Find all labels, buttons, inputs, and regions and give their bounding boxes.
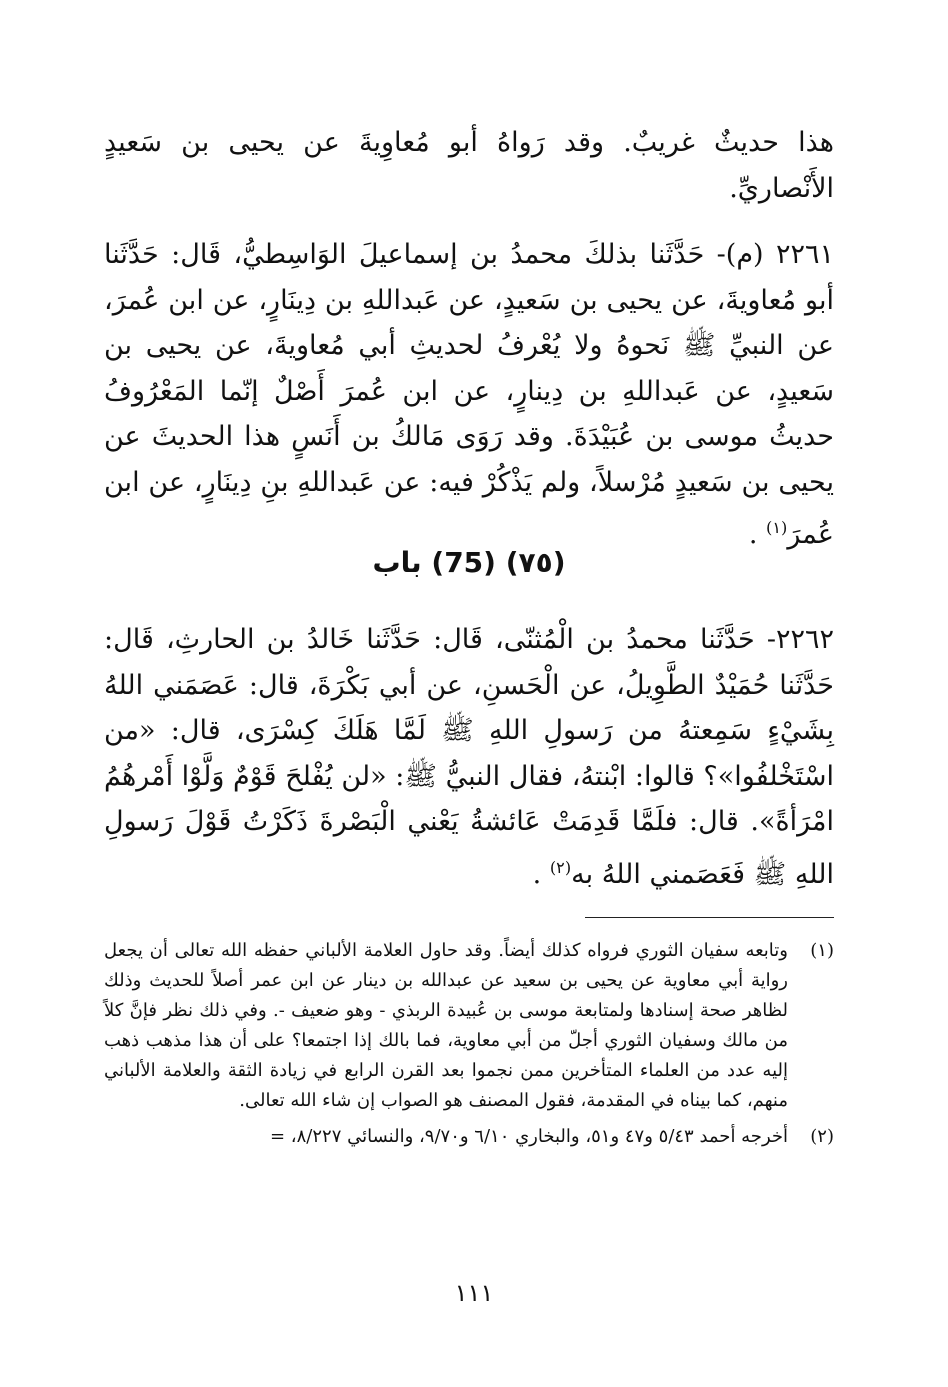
paragraph-1 (104, 120, 834, 211)
footnote-2-text: أخرجه أحمد ٥/٤٣ و٤٧ و٥١، والبخاري ٦/١٠ و٩/٧٠، والنسائي ٨/٢٢٧، = (270, 1126, 788, 1147)
paragraph-1-text: هذا حديثٌ غريبٌ. وقد رَواهُ أبو مُعاوِيةَ عن يحيى بن سَعيدٍ الأَنْصاريِّ. (104, 127, 834, 204)
footnote-1-text: وتابعه سفيان الثوري فرواه كذلك أيضاً. وقد حاول العلامة الألباني حفظه الله تعالى أن يجعل رواية أبي معاوية عن يحيى بن سعيد عن عبدالله بن دينار عن ابن عمر أصلاً للحديث وذلك لظاهر صحة إسنادها ولمتابعة موسى بن عُبيدة الربذي - وهو ضعيف -. وفي ذلك نظر فإنَّ كلاً من مالك وسفيان الثوري أجلّ من أبي معاوية، فما بالك إذا اجتمعا؟ على أن هذا مذهب ذهب إليه عدد من العلماء المتأخرين ممن نجموا بعد القرن الرابع في زيادة الثقة والعلامة الألباني منهم، كما بيناه في المقدمة، فقول المصنف هو الصواب إن شاء الله تعالى. (104, 940, 788, 1111)
footnotes (104, 936, 834, 1152)
footnote-ref-1: (١) (766, 518, 788, 537)
page-number: ١١١ (454, 1279, 494, 1307)
footnote-separator (585, 917, 834, 918)
footnote-2-number: (٢) (810, 1126, 834, 1147)
paragraph-2-text: ٢٢٦١ (م)- حَدَّثَنا بذلكَ محمدُ بن إسماعيلَ الوَاسِطيُّ، قَال: حَدَّثَنا أبو مُعاويةَ، عن يحيى بن سَعيدٍ، عن عَبداللهِ بن دِينَارٍ، عن ابن عُمرَ، عن النبيِّ ﷺ نَحوهُ ولا يُعْرفُ لحديثِ أبي مُعاويةَ، عن يحيى بن سَعيدٍ، عن عَبداللهِ بن دِينارٍ، عن ابن عُمرَ أَصْلٌ إنّما المَعْرُوفُ حديثُ موسى بن عُبَيْدَةَ. وقد رَوَى مَالكُ بن أَنَسٍ هذا الحديثَ عن يحيى بن سَعيدٍ مُرْسلاً، ولم يَذْكُرْ فيه: عن عَبداللهِ بنِ دِينَارٍ، عن ابن عُمرَ (104, 239, 834, 550)
footnote-ref-2: (٢) (549, 857, 572, 877)
paragraph-3-text: ٢٢٦٢- حَدَّثَنا محمدُ بن الْمُثنّى، قَال: حَدَّثَنا خَالدُ بن الحارثِ، قَال: حَدَّثَنا حُمَيْدٌ الطَّوِيلُ، عن الْحَسنِ، عن أبي بَكْرَةَ، قال: عَصَمَني اللهُ بِشَيْءٍ سَمِعتهُ من رَسولِ اللهِ ﷺ لَمَّا هَلَكَ كِسْرَى، قال: «من اسْتَخْلفُوا»؟ قالوا: ابْنتهُ، فقال النبيُّ ﷺ: «لن يُفْلحَ قَوْمٌ وَلَّوْا أَمْرهُمُ امْرَأةً». قال: فلَمَّا قَدِمَتْ عَائشةُ يَعْني الْبَصْرةَ ذَكَرْتُ قَوْلَ رَسولِ اللهِ ﷺ فَعَصَمني اللهُ به (104, 624, 834, 890)
footnote-1 (104, 936, 834, 1116)
footnote-2 (104, 1122, 834, 1152)
paragraph-3-end: . (532, 858, 550, 890)
paragraph-hadith-2261 (104, 232, 834, 558)
footnote-1-number: (١) (810, 940, 834, 961)
chapter-heading: (٧٥) (75) باب (372, 546, 566, 579)
paragraph-2-end: . (748, 519, 767, 550)
paragraph-hadith-2262 (104, 617, 834, 897)
